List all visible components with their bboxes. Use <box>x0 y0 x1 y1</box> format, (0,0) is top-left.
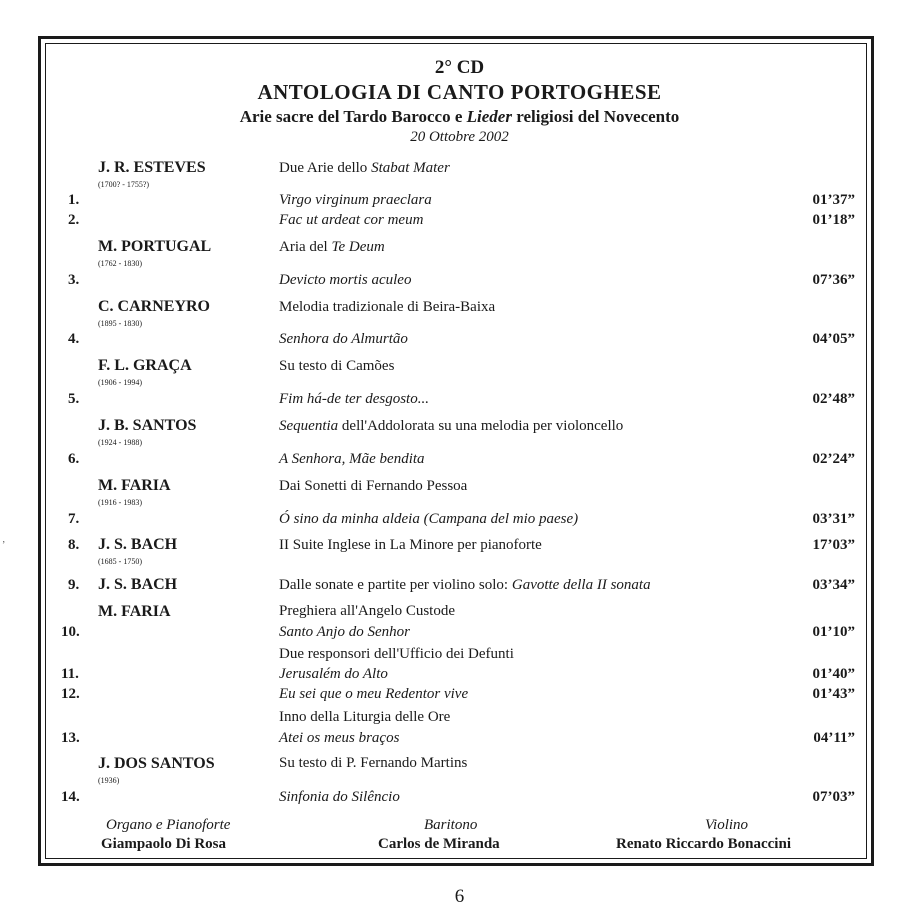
performer-role: Baritono <box>424 817 478 833</box>
margin-mark: ’ <box>2 540 6 551</box>
group-description <box>279 709 450 726</box>
track-number: 6. <box>68 451 80 467</box>
track-title <box>279 451 425 468</box>
group-text: Su testo di P. Fernando Martins <box>279 755 468 771</box>
group-text: Melodia tradizionale di Beira-Baixa <box>279 299 496 315</box>
composer-name: F. L. GRAÇA <box>98 357 192 374</box>
group-text-italic: Sequentia <box>279 418 339 434</box>
performer-role: Violino <box>705 817 749 833</box>
track-number: 8. <box>68 537 80 553</box>
track-duration: 01’40” <box>812 666 855 682</box>
group-description <box>279 603 455 620</box>
track-text-italic: Eu sei que o meu Redentor vive <box>279 686 469 702</box>
track-title <box>279 624 410 641</box>
track-number: 11. <box>61 666 79 682</box>
group-text: Preghiera all'Angelo Custode <box>279 603 455 619</box>
track-duration: 03’34” <box>812 577 855 593</box>
track-title <box>279 272 411 289</box>
track-text: II Suite Inglese in La Minore per pianoforte <box>279 537 542 553</box>
track-title <box>279 391 429 408</box>
group-text-italic: Te Deum <box>331 239 385 255</box>
composer-name: J. R. ESTEVES <box>98 159 206 176</box>
group-text-italic: Stabat Mater <box>371 160 450 176</box>
composer-dates: (1936) <box>98 776 120 785</box>
composer-name: J. S. BACH <box>98 576 178 593</box>
track-duration: 07’36” <box>812 272 855 288</box>
group-text: Aria del <box>279 239 332 255</box>
track-text-italic: Virgo virginum praeclara <box>279 192 432 208</box>
group-description <box>279 418 623 435</box>
track-title <box>279 577 651 594</box>
group-text: Due Arie dello <box>279 160 372 176</box>
group-description <box>279 239 385 256</box>
composer-dates: (1762 - 1830) <box>98 259 142 268</box>
performer-role: Organo e Pianoforte <box>106 817 231 833</box>
composer-dates: (1924 - 1988) <box>98 438 142 447</box>
track-number: 3. <box>68 272 80 288</box>
concert-date: 20 Ottobre 2002 <box>410 129 509 145</box>
track-text-italic: Sinfonia do Silêncio <box>279 789 400 805</box>
composer-dates: (1685 - 1750) <box>98 557 142 566</box>
subtitle-part-a: Arie sacre del Tardo Barocco e <box>239 107 467 126</box>
group-description <box>279 160 450 177</box>
composer-dates: (1906 - 1994) <box>98 378 142 387</box>
track-number: 1. <box>68 192 80 208</box>
track-text-italic: A Senhora, Mãe bendita <box>279 451 425 467</box>
track-title <box>279 511 578 528</box>
track-text-italic: Fac ut ardeat cor meum <box>279 212 424 228</box>
cd-label: 2° CD <box>434 57 485 78</box>
track-number: 10. <box>61 624 80 640</box>
track-title <box>279 331 408 348</box>
track-duration: 04’11” <box>813 730 855 746</box>
composer-name: J. DOS SANTOS <box>98 755 215 772</box>
album-subtitle <box>0 107 919 127</box>
subtitle-part-c: religiosi del Novecento <box>511 107 680 126</box>
track-duration: 02’24” <box>812 451 855 467</box>
composer-dates: (1916 - 1983) <box>98 498 142 507</box>
composer-name: C. CARNEYRO <box>98 298 210 315</box>
track-title <box>279 192 432 209</box>
track-number: 4. <box>68 331 80 347</box>
track-number: 9. <box>68 577 80 593</box>
performer-name: Carlos de Miranda <box>378 836 500 852</box>
group-text: Su testo di Camões <box>279 358 395 374</box>
track-title <box>279 537 542 554</box>
track-duration: 01’18” <box>812 212 855 228</box>
track-text-italic: Santo Anjo do Senhor <box>279 624 410 640</box>
track-duration: 17’03” <box>812 537 855 553</box>
track-number: 7. <box>68 511 80 527</box>
composer-name: M. PORTUGAL <box>98 238 212 255</box>
track-title <box>279 789 400 806</box>
track-text-italic: Devicto mortis aculeo <box>279 272 412 288</box>
track-duration: 03’31” <box>812 511 855 527</box>
track-text-italic: Gavotte della II sonata <box>511 577 651 593</box>
track-number: 5. <box>68 391 80 407</box>
page-number: 6 <box>454 886 465 907</box>
group-description <box>279 646 514 663</box>
group-description <box>279 358 394 375</box>
composer-name: J. S. BACH <box>98 536 178 553</box>
track-duration: 01’37” <box>812 192 855 208</box>
performer-name: Renato Riccardo Bonaccini <box>616 836 791 852</box>
track-duration: 07’03” <box>812 789 855 805</box>
subtitle-part-b: Lieder <box>466 107 512 126</box>
track-text: Dalle sonate e partite per violino solo: <box>279 577 512 593</box>
album-title: ANTOLOGIA DI CANTO PORTOGHESE <box>257 80 662 104</box>
track-title <box>279 686 468 703</box>
group-text: dell'Addolorata su una melodia per violoncello <box>338 418 624 434</box>
track-duration: 04’05” <box>812 331 855 347</box>
group-description <box>279 478 467 495</box>
group-description <box>279 755 467 772</box>
track-title <box>279 212 423 229</box>
composer-name: M. FARIA <box>98 477 171 494</box>
track-number: 2. <box>68 212 80 228</box>
track-text-italic: Atei os meus braços <box>279 730 400 746</box>
composer-dates: (1700? - 1755?) <box>98 180 150 189</box>
track-text-italic: Ó sino da minha aldeia (Campana del mio paese) <box>279 511 579 527</box>
track-number: 12. <box>61 686 80 702</box>
track-duration: 01’10” <box>812 624 855 640</box>
composer-name: J. B. SANTOS <box>98 417 197 434</box>
performer-name: Giampaolo Di Rosa <box>101 836 227 852</box>
track-number: 14. <box>61 789 80 805</box>
composer-dates: (1895 - 1830) <box>98 319 142 328</box>
track-text-italic: Jerusalém do Alto <box>279 666 388 682</box>
track-duration: 01’43” <box>812 686 855 702</box>
track-title <box>279 666 388 683</box>
group-description <box>279 299 495 316</box>
track-text-italic: Fim há-de ter desgosto... <box>279 391 429 407</box>
track-duration: 02’48” <box>812 391 855 407</box>
composer-name: M. FARIA <box>98 603 171 620</box>
track-title <box>279 730 399 747</box>
track-text-italic: Senhora do Almurtão <box>279 331 408 347</box>
track-number: 13. <box>61 730 80 746</box>
group-text: Dai Sonetti di Fernando Pessoa <box>279 478 468 494</box>
group-text: Due responsori dell'Ufficio dei Defunti <box>279 646 514 662</box>
group-text: Inno della Liturgia delle Ore <box>279 709 451 725</box>
